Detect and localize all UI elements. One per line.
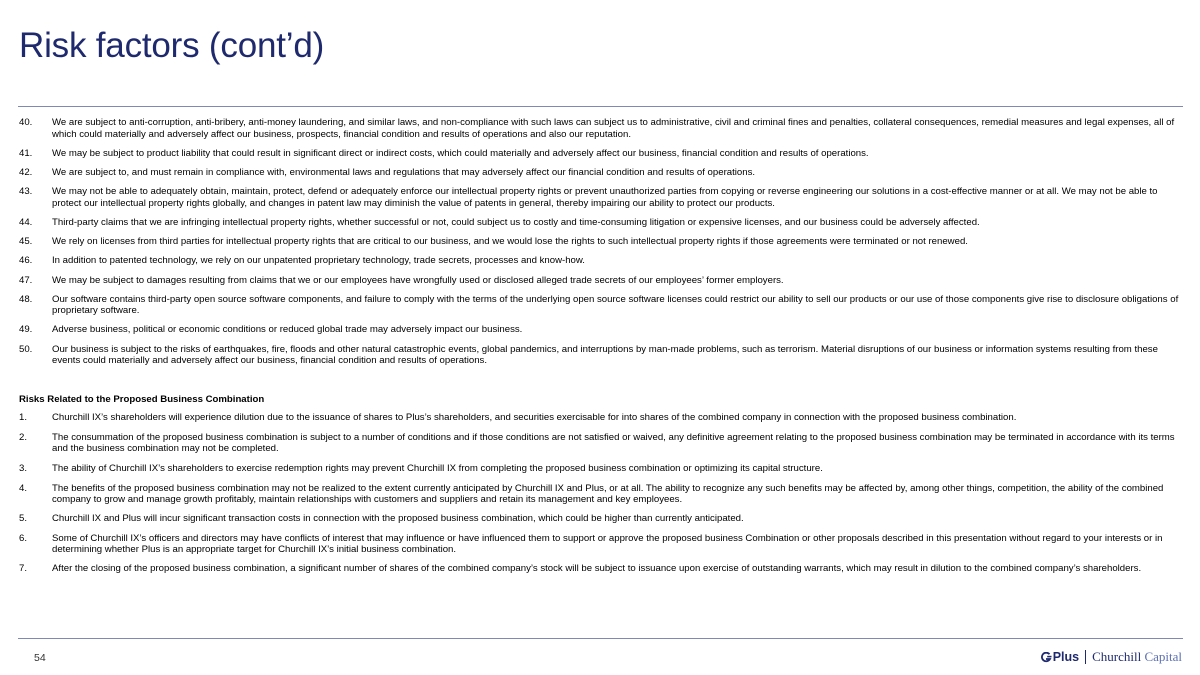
list-item [19, 167, 1183, 179]
section-heading: Risks Related to the Proposed Business Combination [19, 393, 265, 405]
bottom-divider [18, 638, 1183, 639]
list-item [19, 217, 1183, 229]
item-text: Churchill IX’s shareholders will experience dilution due to the issuance of shares to Plus’s shareholders, and securities exercisable for into shares of the combined company in connection with the proposed business combination. [52, 412, 1017, 424]
list-item [19, 432, 1183, 455]
plus-logo-text: Plus [1052, 650, 1080, 664]
item-number: 7. [19, 563, 28, 575]
page-title: Risk factors (cont’d) [19, 26, 325, 65]
item-text: We are subject to, and must remain in compliance with, environmental laws and regulations that may adversely affect our financial condition and results of operations. [52, 166, 756, 178]
list-item [19, 563, 1183, 575]
item-text: The ability of Churchill IX’s shareholders to exercise redemption rights may prevent Churchill IX from completing the proposed business combination or optimizing its capital structure. [52, 463, 823, 475]
item-number: 41. [19, 147, 33, 159]
item-number: 50. [19, 343, 33, 355]
item-text: We may be subject to product liability that could result in significant direct or indirect costs, which could materially and adversely affect our business, financial condition and results of operations. [52, 147, 869, 159]
list-item [19, 117, 1183, 140]
list-item [19, 324, 1183, 336]
item-text: Churchill IX and Plus will incur significant transaction costs in connection with the proposed business combination, which could be higher than currently anticipated. [52, 513, 744, 525]
item-number: 46. [19, 255, 33, 267]
list-item [19, 344, 1183, 367]
item-text: After the closing of the proposed business combination, a significant number of shares of the combined company’s stock will be subject to issuance upon exercise of outstanding warrants, which may result in dilution to the combined company’s shareholders. [52, 563, 1142, 575]
combination-risk-list [19, 412, 1183, 575]
item-text: Our business is subject to the risks of earthquakes, fire, floods and other natural catastrophic events, global pandemics, and interruptions by man-made problems, such as terrorism. Material disruptions of our business or information systems resulting from these events could materially and adversely affect our business, financial condition and results of operations. [52, 343, 1158, 367]
item-text: Third-party claims that we are infringing intellectual property rights, whether successful or not, could subject us to costly and time-consuming litigation or expensive licenses, and our business could be adversely affected. [52, 216, 980, 228]
list-item [19, 483, 1183, 506]
churchill-capital: Capital [1144, 649, 1182, 664]
list-item [19, 236, 1183, 248]
item-number: 44. [19, 216, 33, 228]
footer-logo [1040, 649, 1182, 665]
item-text: The benefits of the proposed business combination may not be realized to the extent currently anticipated by Churchill IX and Plus, or at all. The ability to recognize any such benefits may be affected by, among other things, competition, the ability of the combined company to grow and manage growth profitably, maintain relationships with customers and suppliers and retain its management and key employees. [52, 482, 1164, 506]
item-number: 49. [19, 324, 33, 336]
risk-list [19, 117, 1183, 367]
churchill-name: Churchill [1092, 649, 1142, 664]
list-item [19, 275, 1183, 287]
plus-logo [1040, 650, 1079, 664]
risk-factors-content [19, 117, 1183, 575]
plus-logo-icon [1040, 652, 1052, 663]
item-number: 42. [19, 166, 33, 178]
item-text: In addition to patented technology, we rely on our unpatented proprietary technology, trade secrets, processes and know-how. [52, 255, 585, 267]
item-text: We are subject to anti-corruption, anti-bribery, anti-money laundering, and similar laws, and non-compliance with such laws can subject us to administrative, civil and criminal fines and penalties, collateral consequences, remedial measures and legal expenses, all of which could materially and adversely affect our business, prospects, financial condition and results of operations and also our reputation. [52, 117, 1175, 140]
list-item [19, 513, 1183, 525]
item-text: Some of Churchill IX’s officers and directors may have conflicts of interest that may influence or have influenced them to support or approve the proposed business Combination or other proposals described in this presentation without regard to your interests or in determining whether Plus is an appropriate target for Churchill IX’s initial business combination. [52, 532, 1163, 556]
item-number: 45. [19, 236, 33, 248]
item-number: 48. [19, 293, 33, 305]
item-number: 43. [19, 186, 33, 198]
list-item [19, 294, 1183, 317]
list-item [19, 186, 1183, 209]
item-text: Our software contains third-party open source software components, and failure to comply with the terms of the underlying open source software licenses could restrict our ability to sell our products or our use of those components give rise to disclosure obligations of proprietary software. [52, 293, 1179, 317]
item-number: 40. [19, 117, 33, 128]
list-item [19, 255, 1183, 267]
logo-separator [1085, 650, 1086, 664]
list-item [19, 148, 1183, 160]
page-number: 54 [34, 652, 46, 664]
item-text: We rely on licenses from third parties for intellectual property rights that are critical to our business, and we would lose the rights to such intellectual property rights if those agreements were terminated or not renewed. [52, 236, 968, 248]
item-number: 2. [19, 431, 28, 443]
item-number: 47. [19, 274, 33, 286]
item-number: 6. [19, 532, 28, 544]
item-text: Adverse business, political or economic conditions or reduced global trade may adversely impact our business. [52, 324, 523, 336]
churchill-capital-logo [1092, 649, 1182, 665]
item-text: We may not be able to adequately obtain, maintain, protect, defend or adequately enforce our intellectual property rights or prevent unauthorized parties from copying or reverse engineering our solutions in a cost-effective manner or at all. We may not be able to protect our intellectual property rights globally, and changes in patent law may diminish the value of patents in general, thereby impairing our ability to protect our products. [52, 186, 1158, 209]
item-number: 1. [19, 412, 28, 424]
top-divider [18, 106, 1183, 107]
item-number: 4. [19, 482, 28, 494]
list-item [19, 463, 1183, 475]
list-item [19, 412, 1183, 424]
item-text: We may be subject to damages resulting from claims that we or our employees have wrongfully used or disclosed alleged trade secrets of our employees’ former employers. [52, 274, 784, 286]
list-item [19, 533, 1183, 556]
item-number: 5. [19, 513, 28, 525]
item-text: The consummation of the proposed business combination is subject to a number of conditions and if those conditions are not satisfied or waived, any definitive agreement relating to the proposed business combination may be terminated in accordance with its terms and the business combination may not be completed. [52, 431, 1175, 455]
item-number: 3. [19, 463, 28, 475]
